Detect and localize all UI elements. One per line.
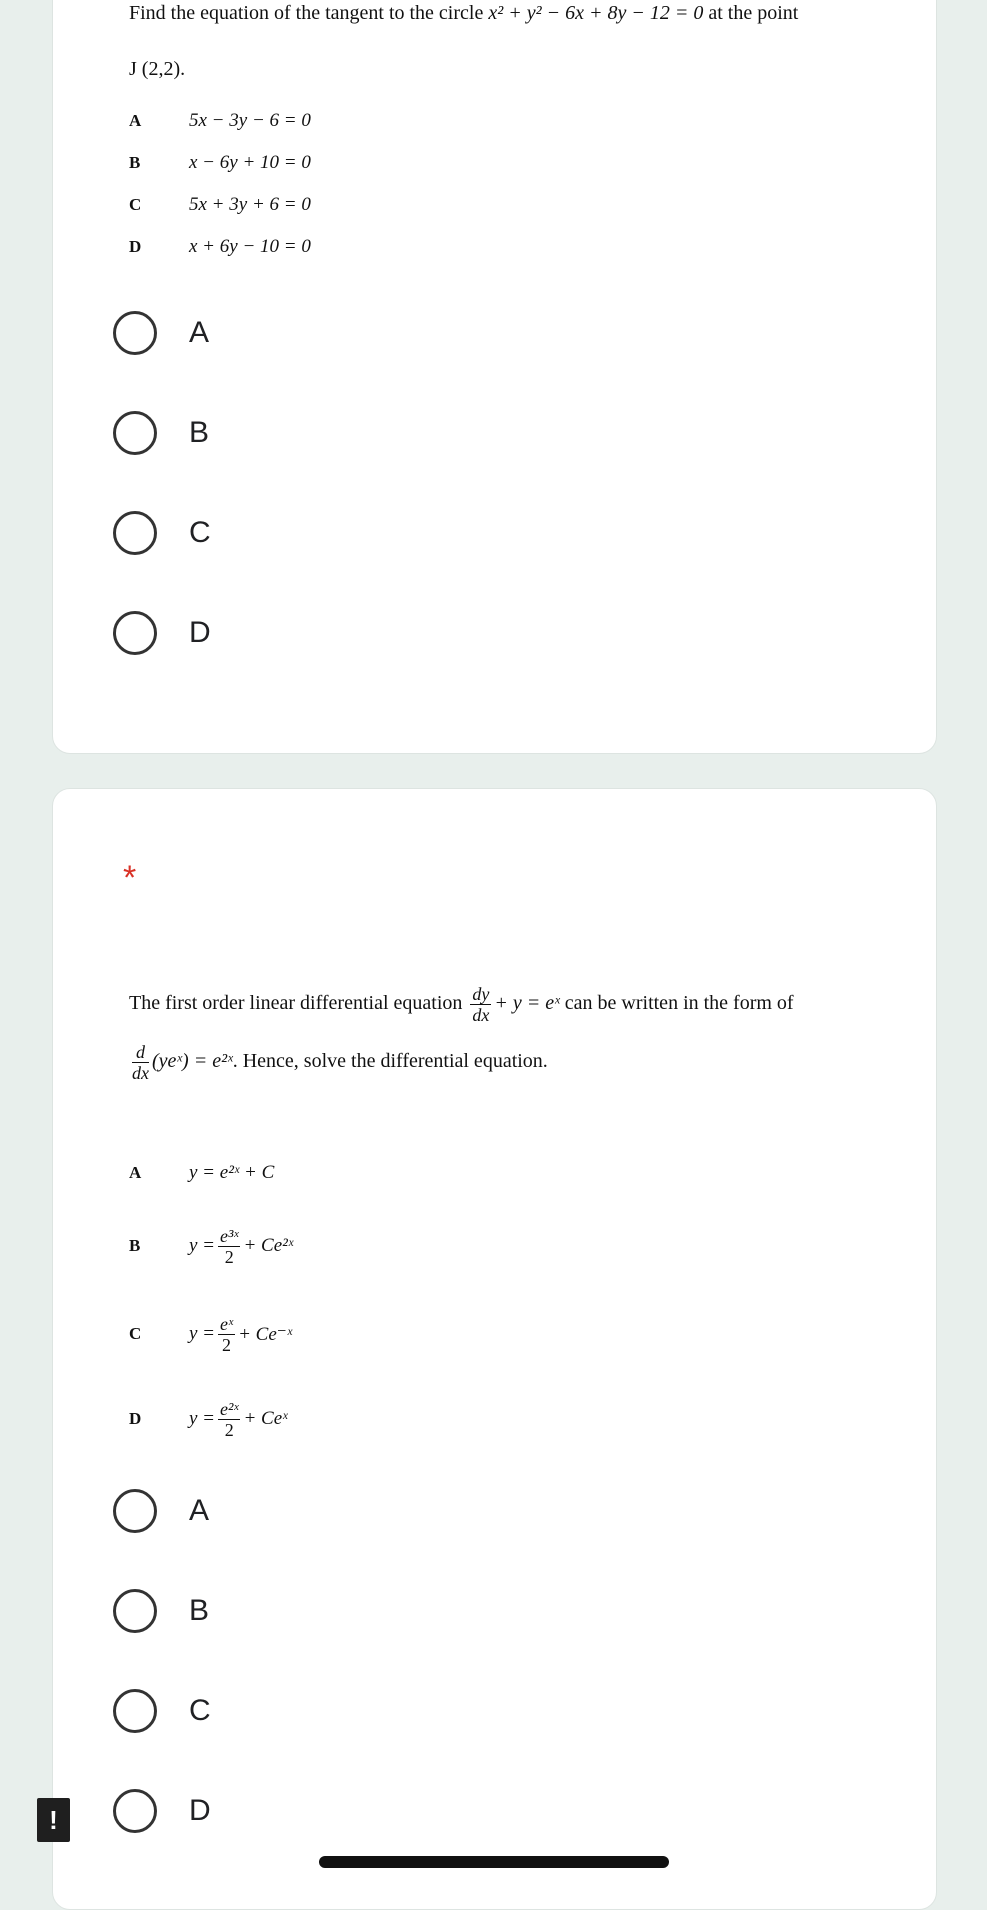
radio-button[interactable] — [113, 311, 157, 355]
question-2-option-d — [129, 1392, 288, 1446]
radio-button[interactable] — [113, 1489, 157, 1533]
option-rest: + Ceˣ — [243, 1408, 288, 1429]
option-letter: C — [129, 1324, 142, 1343]
form-suffix: . Hence, solve the differential equation. — [232, 1050, 548, 1072]
question-card-1 — [52, 0, 937, 754]
option-expression: x − 6y + 10 = 0 — [189, 152, 311, 173]
option-expression: y = e²ˣ + C — [189, 1162, 275, 1183]
question-2-text — [129, 981, 794, 1025]
question-2-intro: The first order linear differential equation — [129, 992, 463, 1014]
radio-button[interactable] — [113, 511, 157, 555]
question-1-equation: x² + y² − 6x + 8y − 12 = 0 — [488, 2, 704, 24]
radio-button[interactable] — [113, 611, 157, 655]
question-1-choice-a[interactable] — [113, 311, 209, 355]
option-letter: D — [129, 237, 142, 256]
option-lhs: y = — [189, 1323, 216, 1344]
operator-fraction: $\frac{d}{dx}$ — [132, 1041, 149, 1083]
option-rest: + Ce⁻ˣ — [238, 1323, 293, 1345]
question-2-option-a — [129, 1149, 274, 1197]
required-asterisk: * — [123, 859, 137, 897]
question-2-choice-b[interactable] — [113, 1589, 209, 1633]
question-1-point: J (2,2). — [129, 58, 186, 80]
radio-label[interactable]: C — [189, 1694, 211, 1727]
option-letter: B — [129, 153, 141, 172]
option-expression: 5x + 3y + 6 = 0 — [189, 194, 311, 215]
question-card-2 — [52, 788, 937, 1910]
home-indicator-bar[interactable] — [319, 1856, 669, 1868]
equation-rest: + y = eˣ — [494, 992, 560, 1014]
radio-button[interactable] — [113, 1689, 157, 1733]
question-2-choice-d[interactable] — [113, 1789, 211, 1833]
radio-label[interactable]: D — [189, 616, 211, 649]
radio-button[interactable] — [113, 1589, 157, 1633]
question-2-option-c — [129, 1307, 292, 1361]
form-expression: (yeˣ) = e²ˣ — [152, 1050, 233, 1072]
option-fraction: $\frac{\text{e²ˣ}}{2}$ — [220, 1398, 239, 1440]
question-1-text — [129, 1, 798, 25]
question-1-option-c — [129, 191, 311, 219]
question-1-option-d — [129, 233, 311, 261]
radio-label[interactable]: A — [189, 316, 210, 349]
radio-button[interactable] — [113, 1789, 157, 1833]
radio-label[interactable]: B — [189, 1594, 210, 1627]
radio-label[interactable]: C — [189, 516, 211, 549]
question-1-suffix: at the point — [708, 2, 799, 24]
question-1-choice-d[interactable] — [113, 611, 211, 655]
option-letter: D — [129, 1409, 142, 1428]
question-1-intro: Find the equation of the tangent to the circle — [129, 2, 484, 24]
option-letter: B — [129, 1236, 141, 1255]
radio-label[interactable]: A — [189, 1494, 210, 1527]
option-expression: x + 6y − 10 = 0 — [189, 236, 311, 257]
option-letter: A — [129, 111, 142, 130]
question-1-option-b — [129, 149, 311, 177]
question-1-choice-b[interactable] — [113, 411, 209, 455]
question-1-choice-c[interactable] — [113, 511, 211, 555]
radio-button[interactable] — [113, 411, 157, 455]
question-2-choice-c[interactable] — [113, 1689, 211, 1733]
derivative-fraction: $\frac{dy}{dx}$ — [472, 983, 490, 1025]
radio-label[interactable]: D — [189, 1794, 211, 1827]
option-rest: + Ce²ˣ — [243, 1235, 294, 1256]
question-2-choice-a[interactable] — [113, 1489, 209, 1533]
question-1-option-a — [129, 107, 311, 135]
option-fraction: $\frac{\text{e³ˣ}}{2}$ — [220, 1225, 239, 1267]
question-2-option-b — [129, 1219, 293, 1273]
question-2-suffix: can be written in the form of — [564, 992, 794, 1014]
question-2-form — [129, 1039, 548, 1083]
option-letter: C — [129, 195, 142, 214]
alert-icon[interactable]: ! — [37, 1798, 70, 1842]
option-lhs: y = — [189, 1235, 216, 1256]
option-expression: 5x − 3y − 6 = 0 — [189, 110, 311, 131]
option-fraction: $\frac{\text{eˣ}}{2}$ — [220, 1313, 234, 1355]
radio-label[interactable]: B — [189, 416, 210, 449]
option-letter: A — [129, 1163, 142, 1182]
option-lhs: y = — [189, 1408, 216, 1429]
